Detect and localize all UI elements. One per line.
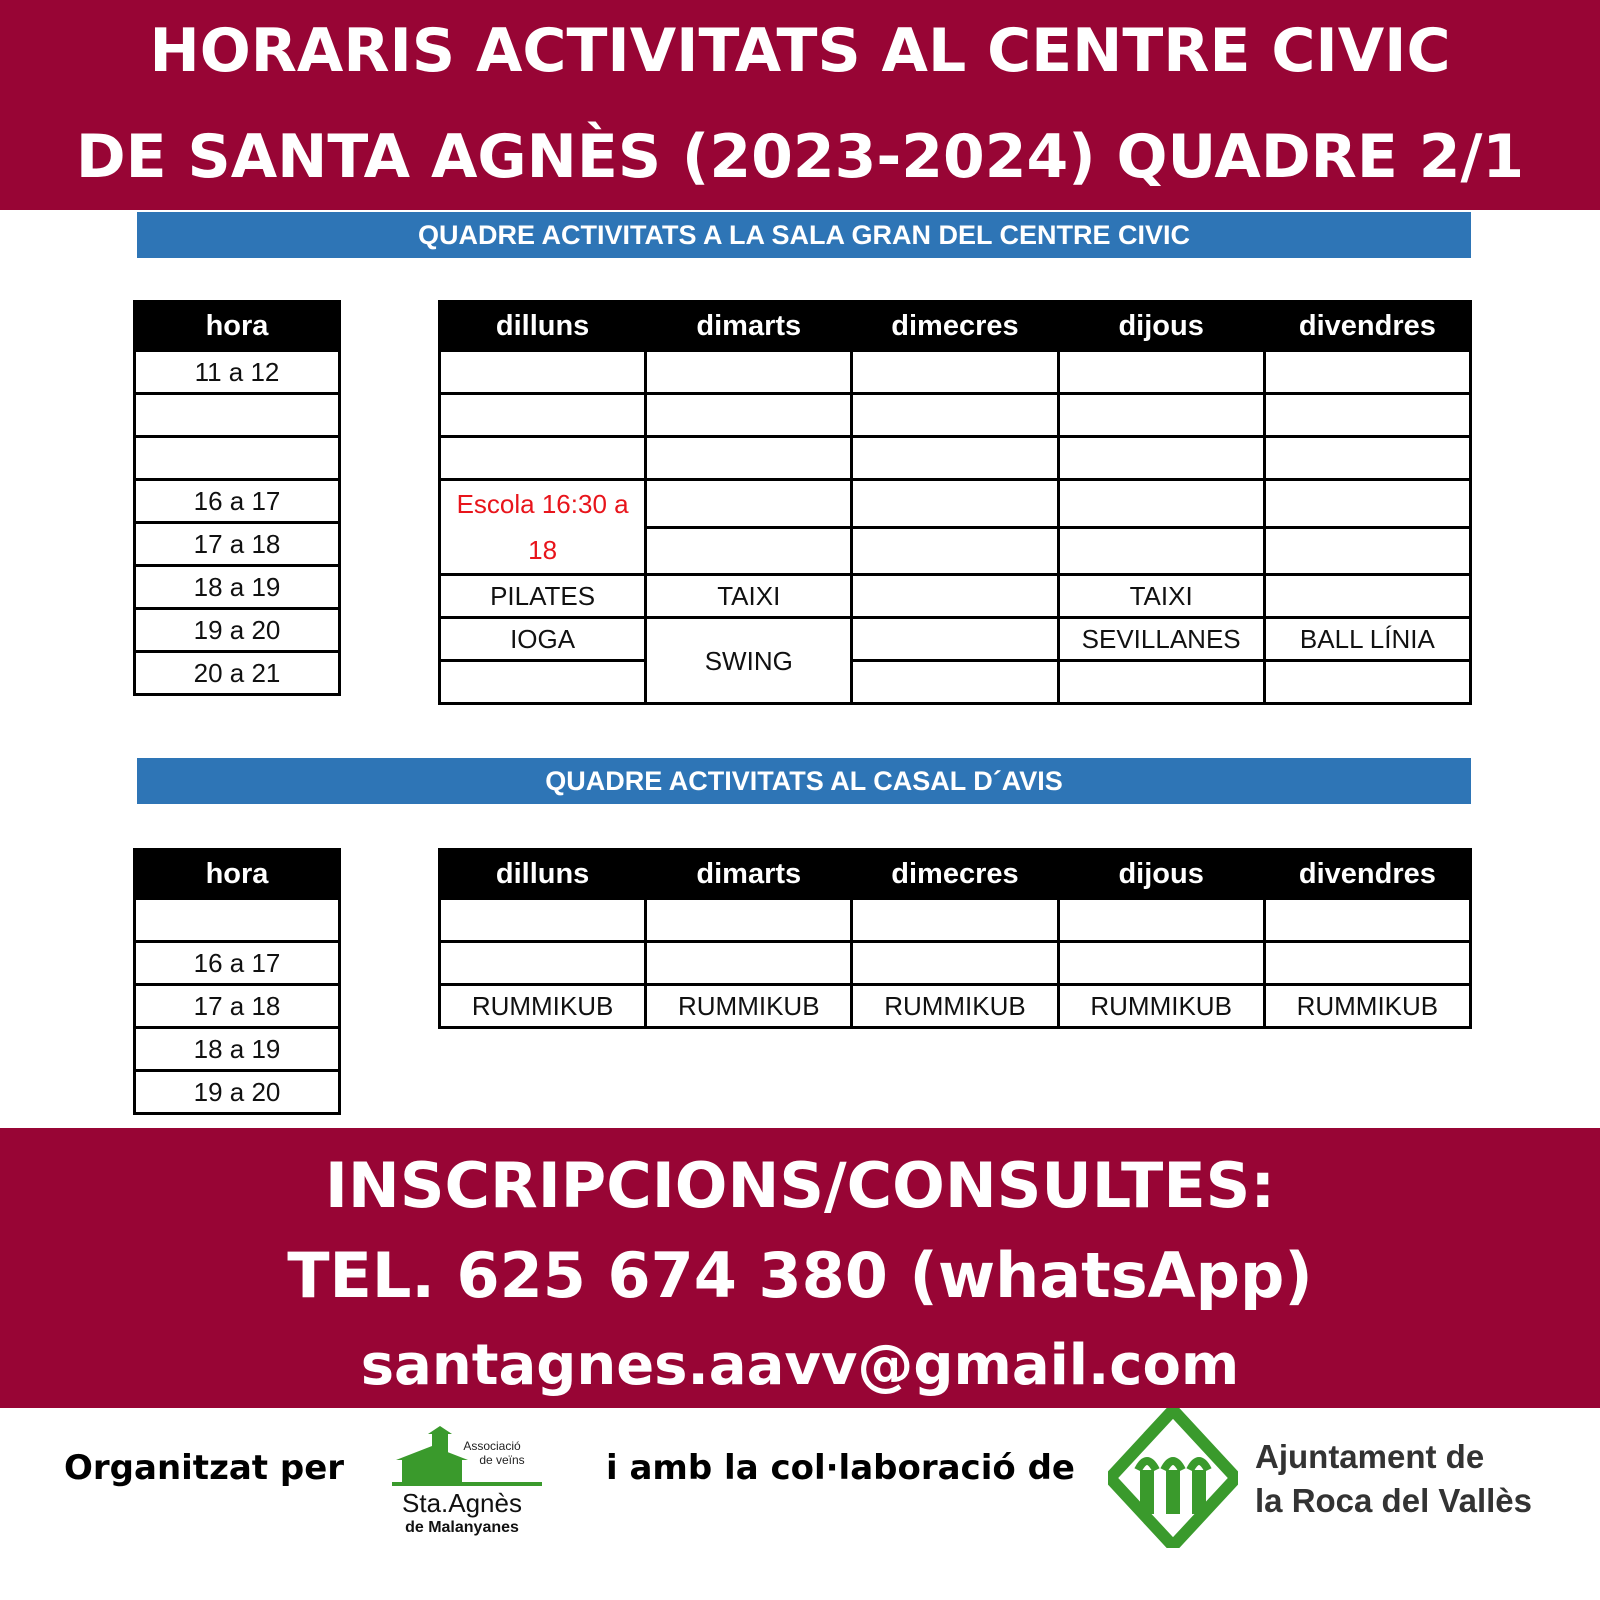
hour-cell: 17 a 18 <box>135 523 340 566</box>
logo-church-icon <box>402 1458 462 1482</box>
ball-linia-cell: BALL LÍNIA <box>1264 618 1470 661</box>
section1-hours-table <box>133 300 341 696</box>
hora-header: hora <box>135 302 340 351</box>
schedule-cell <box>646 899 852 942</box>
section1-title: QUADRE ACTIVITATS A LA SALA GRAN DEL CENTRE CIVIC <box>137 212 1471 258</box>
hour-cell: 19 a 20 <box>135 1071 340 1114</box>
schedule-cell <box>1058 394 1264 437</box>
swing-cell: SWING <box>646 618 852 704</box>
schedule-cell <box>852 899 1058 942</box>
hour-cell: 19 a 20 <box>135 609 340 652</box>
schedule-cell <box>852 942 1058 985</box>
pilates-cell: PILATES <box>440 575 646 618</box>
schedule-cell <box>852 394 1058 437</box>
schedule-cell <box>440 661 646 704</box>
hora-header: hora <box>135 850 340 899</box>
schedule-cell <box>1264 480 1470 528</box>
schedule-cell <box>1058 480 1264 528</box>
hour-cell: 20 a 21 <box>135 652 340 695</box>
hour-cell: 11 a 12 <box>135 351 340 394</box>
day-header-divendres: divendres <box>1264 850 1470 899</box>
hour-cell: 18 a 19 <box>135 566 340 609</box>
schedule-cell <box>852 661 1058 704</box>
rummikub-divendres-cell: RUMMIKUB <box>1264 985 1470 1028</box>
assoc-text-4: de Malanyanes <box>405 1519 519 1536</box>
schedule-cell <box>1264 661 1470 704</box>
rummikub-dimarts-cell: RUMMIKUB <box>646 985 852 1028</box>
hour-cell <box>135 899 340 942</box>
schedule-cell <box>440 437 646 480</box>
schedule-cell <box>1264 575 1470 618</box>
taixi-dimarts-cell: TAIXI <box>646 575 852 618</box>
schedule-cell <box>852 527 1058 575</box>
schedule-cell <box>1058 942 1264 985</box>
ajuntament-logo-icon <box>1108 1408 1238 1548</box>
section2-hours-table <box>133 848 341 1115</box>
schedule-cell <box>1058 527 1264 575</box>
day-header-dimarts: dimarts <box>646 850 852 899</box>
schedule-cell <box>1058 437 1264 480</box>
assoc-text-3: Sta.Agnès <box>402 1488 522 1518</box>
ajuntament-line1: Ajuntament de <box>1255 1438 1485 1475</box>
hour-cell: 18 a 19 <box>135 1028 340 1071</box>
schedule-cell <box>1058 661 1264 704</box>
sevillanes-cell: SEVILLANES <box>1058 618 1264 661</box>
rummikub-dijous-cell: RUMMIKUB <box>1058 985 1264 1028</box>
escola-cell: Escola 16:30 a 18 <box>440 480 646 575</box>
ajuntament-line2: la Roca del Vallès <box>1255 1482 1532 1519</box>
organized-by-label: Organitzat per <box>64 1448 345 1488</box>
schedule-cell <box>1264 527 1470 575</box>
ioga-cell: IOGA <box>440 618 646 661</box>
section2-title: QUADRE ACTIVITATS AL CASAL D´AVIS <box>137 758 1471 804</box>
schedule-cell <box>1058 351 1264 394</box>
taixi-dijous-cell: TAIXI <box>1058 575 1264 618</box>
schedule-cell <box>1264 942 1470 985</box>
day-header-dijous: dijous <box>1058 302 1264 351</box>
schedule-cell <box>852 575 1058 618</box>
hour-cell: 17 a 18 <box>135 985 340 1028</box>
day-header-dilluns: dilluns <box>440 302 646 351</box>
schedule-cell <box>852 437 1058 480</box>
day-header-dilluns: dilluns <box>440 850 646 899</box>
schedule-cell <box>440 942 646 985</box>
schedule-cell <box>1264 394 1470 437</box>
schedule-cell <box>646 437 852 480</box>
schedule-cell <box>646 351 852 394</box>
header-title-line1: HORARIS ACTIVITATS AL CENTRE CIVIC <box>149 16 1451 86</box>
collaboration-label: i amb la col·laboració de <box>606 1448 1075 1488</box>
contact-phone: TEL. 625 674 380 (whatsApp) <box>287 1239 1313 1312</box>
hour-cell <box>135 394 340 437</box>
contact-heading: INSCRIPCIONS/CONSULTES: <box>324 1149 1276 1222</box>
day-header-dijous: dijous <box>1058 850 1264 899</box>
section2-schedule-table <box>438 848 1472 1029</box>
association-logo <box>392 1426 542 1546</box>
section1-schedule-table <box>438 300 1472 705</box>
assoc-text-1: Associació <box>463 1439 521 1453</box>
hour-cell <box>135 437 340 480</box>
schedule-cell <box>852 618 1058 661</box>
schedule-cell <box>440 351 646 394</box>
rummikub-dilluns-cell: RUMMIKUB <box>440 985 646 1028</box>
schedule-cell <box>440 899 646 942</box>
schedule-cell <box>646 942 852 985</box>
header-banner <box>0 0 1600 210</box>
day-header-dimecres: dimecres <box>852 850 1058 899</box>
hour-cell: 16 a 17 <box>135 942 340 985</box>
contact-banner <box>0 1128 1600 1408</box>
ajuntament-name <box>1255 1435 1532 1523</box>
contact-email: santagnes.aavv@gmail.com <box>360 1333 1240 1398</box>
schedule-cell <box>852 480 1058 528</box>
day-header-dimecres: dimecres <box>852 302 1058 351</box>
day-header-divendres: divendres <box>1264 302 1470 351</box>
schedule-cell <box>1264 351 1470 394</box>
assoc-text-2: de veïns <box>479 1453 525 1467</box>
header-title-line2: DE SANTA AGNÈS (2023-2024) QUADRE 2/1 <box>75 122 1525 192</box>
schedule-cell <box>1058 899 1264 942</box>
schedule-cell <box>646 394 852 437</box>
schedule-cell <box>646 480 852 528</box>
schedule-cell <box>1264 437 1470 480</box>
rummikub-dimecres-cell: RUMMIKUB <box>852 985 1058 1028</box>
schedule-cell <box>852 351 1058 394</box>
hour-cell: 16 a 17 <box>135 480 340 523</box>
day-header-dimarts: dimarts <box>646 302 852 351</box>
schedule-cell <box>440 394 646 437</box>
schedule-cell <box>1264 899 1470 942</box>
schedule-cell <box>646 527 852 575</box>
